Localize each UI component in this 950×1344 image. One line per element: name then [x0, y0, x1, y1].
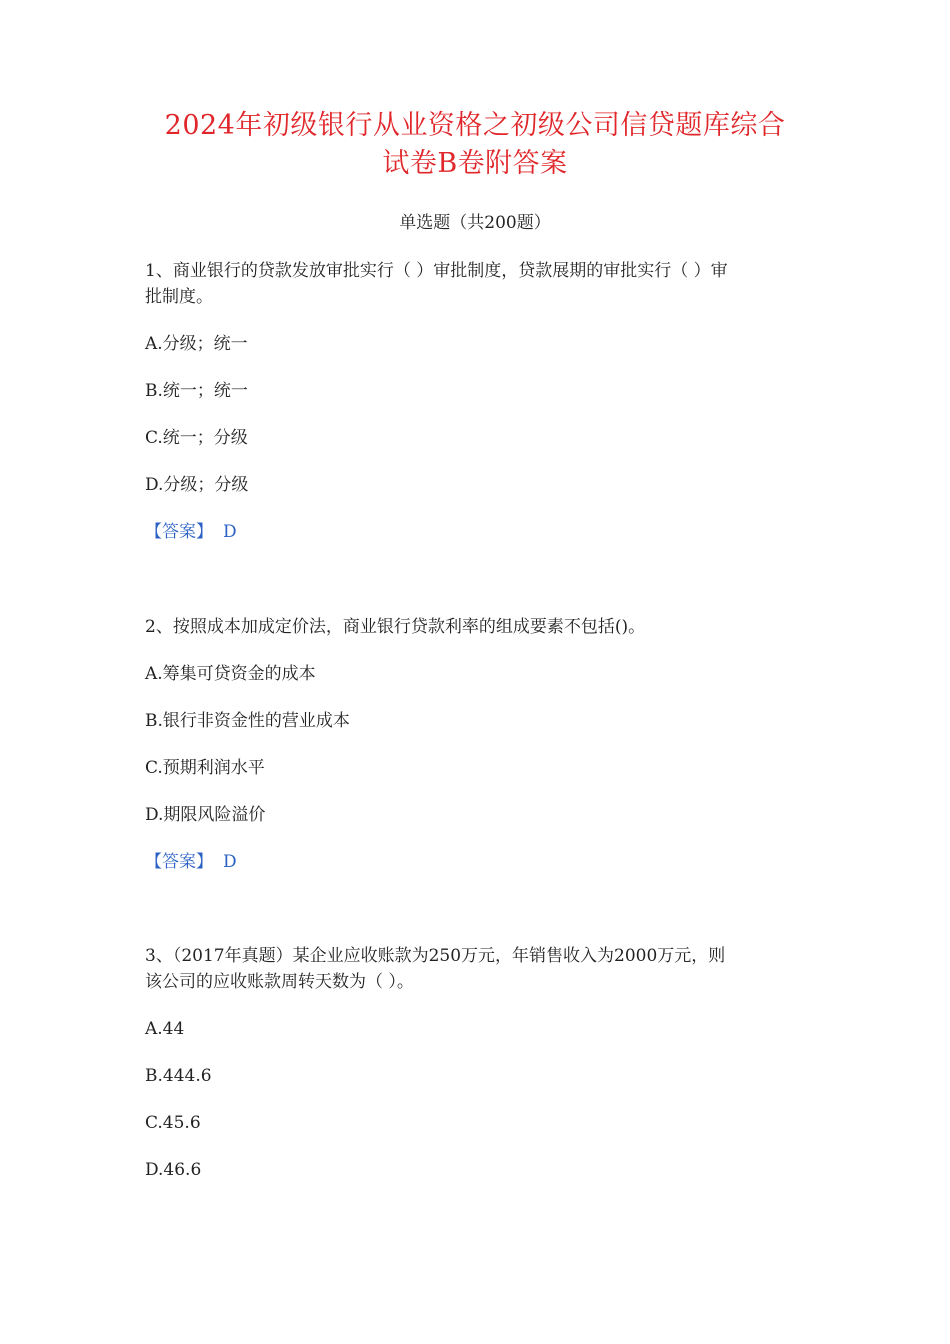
document-title-line-2: 试卷B卷附答案	[382, 148, 568, 179]
question-1-stem-line-2: 批制度。	[145, 287, 213, 307]
question-1-option-c: C.统一；分级	[145, 428, 248, 448]
question-2-option-b: B.银行非资金性的营业成本	[145, 711, 350, 731]
document-title-line-1: 2024年初级银行从业资格之初级公司信贷题库综合	[164, 110, 786, 141]
question-1-option-d: D.分级；分级	[145, 475, 249, 495]
question-3-stem-line-2: 该公司的应收账款周转天数为（ ）。	[145, 972, 414, 992]
question-2-option-c: C.预期利润水平	[145, 758, 265, 778]
question-3-option-c: C.45.6	[145, 1113, 201, 1133]
question-2-option-d: D.期限风险溢价	[145, 805, 266, 825]
question-1-answer	[145, 519, 815, 545]
question-3-option-b: B.444.6	[145, 1066, 212, 1086]
question-3-stem-line-1: 3、（2017年真题）某企业应收账款为250万元，年销售收入为2000万元，则	[145, 946, 726, 966]
question-3-option-a: A.44	[145, 1019, 185, 1039]
section-heading: 单选题（共200题）	[399, 213, 551, 233]
question-2-option-a: A.筹集可贷资金的成本	[145, 664, 316, 684]
question-1-option-b: B.统一；统一	[145, 381, 248, 401]
question-1-stem-line-1: 1、商业银行的贷款发放审批实行（ ）审批制度，贷款展期的审批实行（ ）审	[145, 261, 728, 281]
question-2-stem-line-1: 2、按照成本加成定价法，商业银行贷款利率的组成要素不包括()。	[145, 617, 646, 637]
question-2-answer	[145, 849, 815, 875]
answer-value: D	[223, 522, 237, 542]
question-1-option-a: A.分级；统一	[145, 334, 248, 354]
question-3-option-d: D.46.6	[145, 1160, 202, 1180]
answer-value: D	[223, 852, 237, 872]
answer-label: 【答案】	[145, 852, 213, 872]
answer-label: 【答案】	[145, 522, 213, 542]
